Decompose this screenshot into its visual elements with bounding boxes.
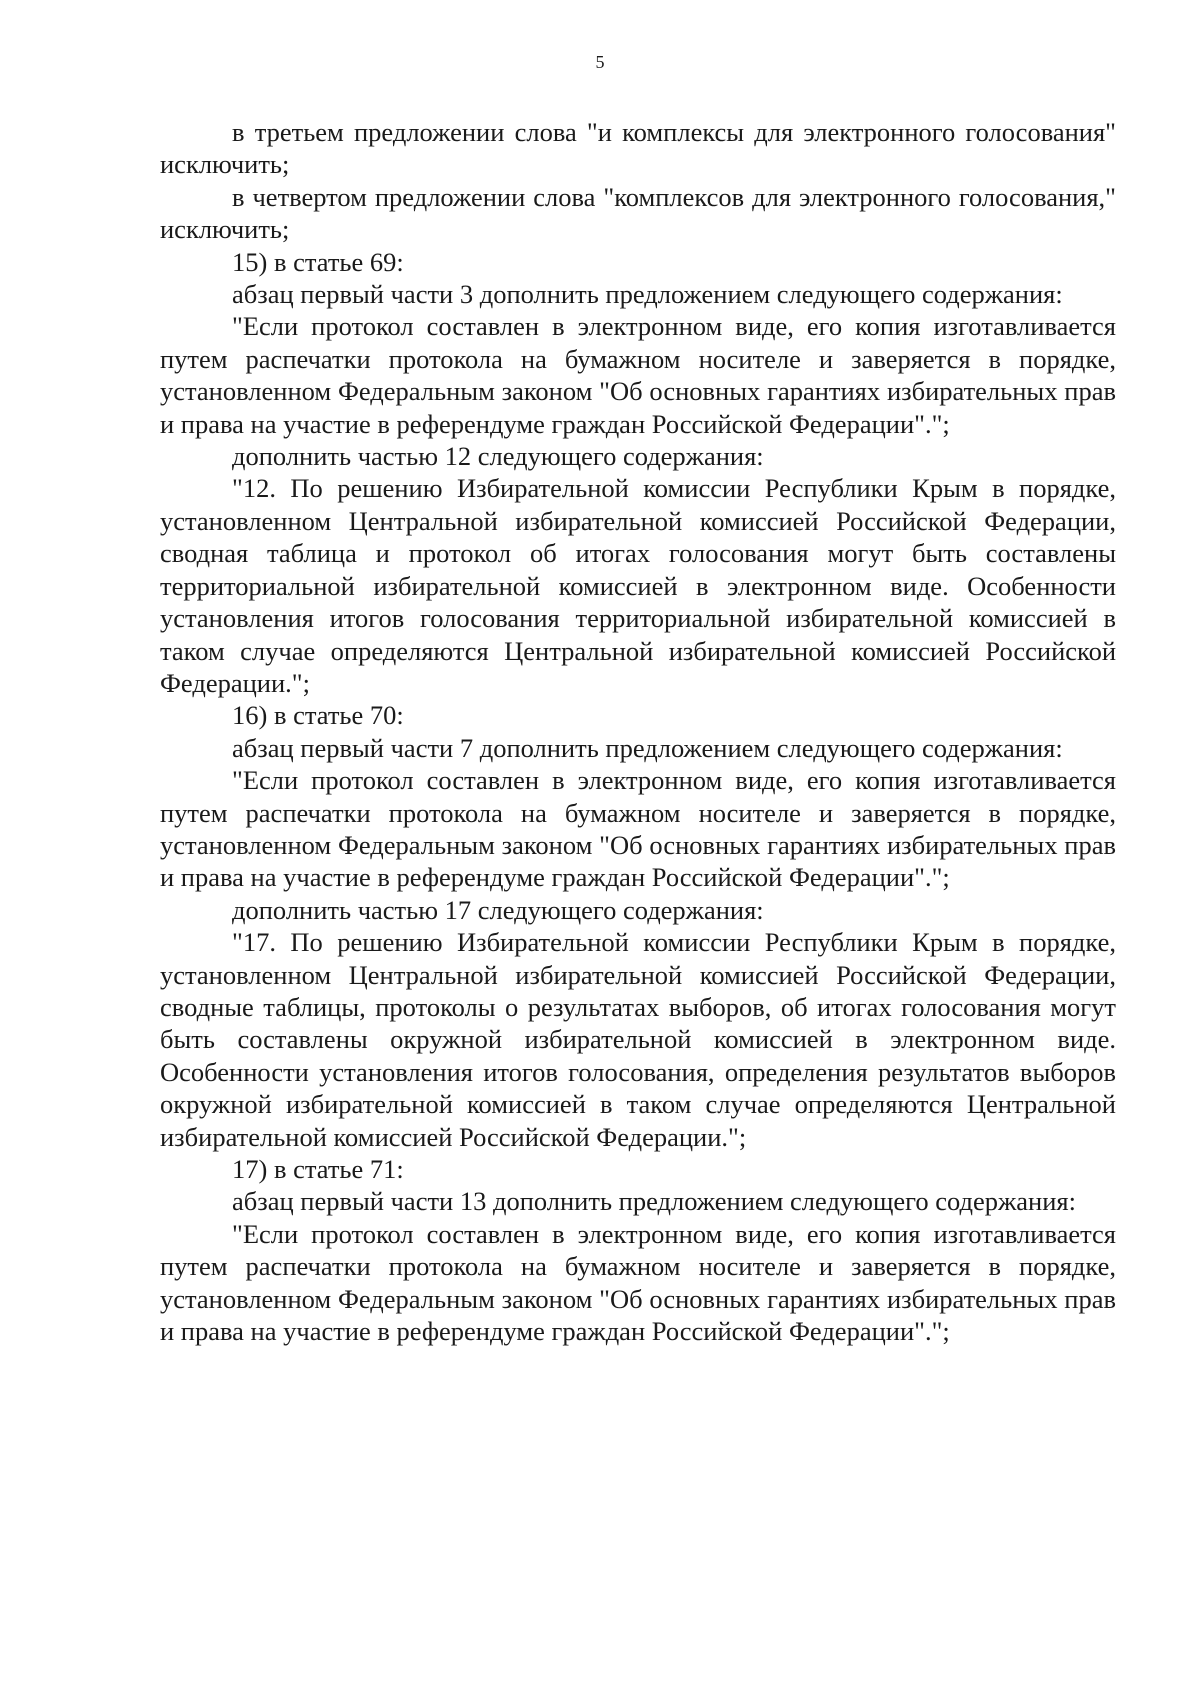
paragraph: дополнить частью 17 следующего содержания: bbox=[232, 894, 764, 925]
document-body bbox=[160, 116, 1116, 1347]
paragraph: в третьем предложении слова "и комплексы для электронного голосования" исключить; bbox=[160, 117, 1116, 180]
paragraph: абзац первый части 3 дополнить предложением следующего содержания: bbox=[232, 279, 1063, 310]
paragraph: "Если протокол составлен в электронном виде, его копия изготавливается путем распечатки протокола на бумажном носителе и заверяется в порядке, установленном Федеральным законом "Об основных гарантиях избирательных прав и права на участие в референдуме граждан Российской Федерации"."; bbox=[160, 765, 1116, 893]
paragraph: "12. По решению Избирательной комиссии Республики Крым в порядке, установленном Центральной избирательной комиссией Российской Федерации, сводная таблица и протокол об итогах голосования могут быть составлены территориальной избирательной комиссией в электронном виде. Особенности установления итогов голосования территориальной избирательной комиссией в таком случае определяются Центральной избирательной комиссией Российской Федерации."; bbox=[160, 473, 1116, 698]
paragraph: в четвертом предложении слова "комплексов для электронного голосования," исключить; bbox=[160, 181, 1116, 245]
paragraph: "17. По решению Избирательной комиссии Республики Крым в порядке, установленном Центральной избирательной комиссией Российской Федерации, сводные таблицы, протоколы о результатах выборов, об итогах голосования могут быть составлены окружной избирательной комиссией в электронном виде. Особенности установления итогов голосования, определения результатов выборов окружной избирательной комиссией в таком случае определяются Центральной избирательной комиссией Российской Федерации."; bbox=[160, 927, 1116, 1152]
paragraph: 15) в статье 69: bbox=[232, 246, 404, 277]
paragraph: 17) в статье 71: bbox=[232, 1154, 404, 1184]
page-number: 5 bbox=[595, 52, 605, 72]
paragraph: дополнить частью 12 следующего содержания: bbox=[232, 441, 764, 472]
paragraph: абзац первый части 7 дополнить предложением следующего содержания: bbox=[232, 732, 1063, 763]
paragraph: абзац первый части 13 дополнить предложением следующего содержания: bbox=[232, 1186, 1076, 1217]
paragraph: 16) в статье 70: bbox=[232, 700, 404, 731]
paragraph: "Если протокол составлен в электронном виде, его копия изготавливается путем распечатки протокола на бумажном носителе и заверяется в порядке, установленном Федеральным законом "Об основных гарантиях избирательных прав и права на участие в референдуме граждан Российской Федерации"."; bbox=[160, 311, 1116, 439]
paragraph: "Если протокол составлен в электронном виде, его копия изготавливается путем распечатки протокола на бумажном носителе и заверяется в порядке, установленном Федеральным законом "Об основных гарантиях избирательных прав и права на участие в референдуме граждан Российской Федерации"."; bbox=[160, 1218, 1116, 1347]
